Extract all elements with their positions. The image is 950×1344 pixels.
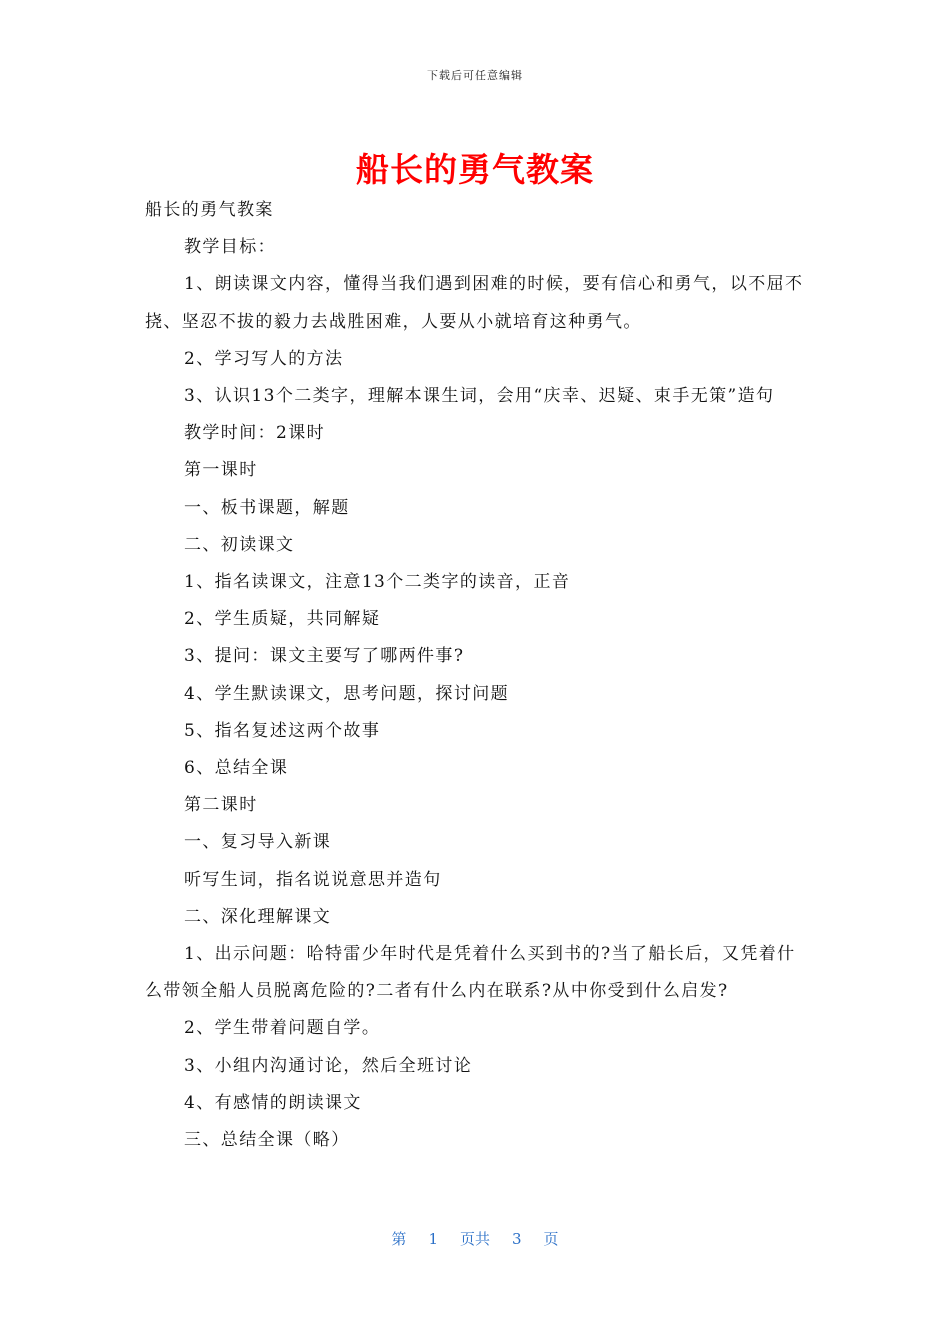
paragraph: 二、深化理解课文 [184,906,332,927]
paragraph: 2、学生带着问题自学。 [184,1018,381,1039]
page-current: 1 [428,1230,438,1248]
page-suffix: 页 [543,1230,559,1248]
paragraph: 三、总结全课（略） [184,1130,350,1151]
paragraph: 2、学习写人的方法 [184,348,344,369]
paragraph: 一、复习导入新课 [184,832,332,853]
paragraph: 5、指名复述这两个故事 [184,720,381,741]
paragraph: 教学时间：2课时 [184,423,326,444]
document-title: 船长的勇气教案 [356,150,594,189]
paragraph: 2、学生质疑，共同解疑 [184,609,381,630]
subtitle-line: 船长的勇气教案 [145,200,274,220]
paragraph: 4、学生默读课文，思考问题，探讨问题 [184,683,510,704]
paragraph: 3、小组内沟通讨论，然后全班讨论 [184,1055,473,1076]
page-middle: 页共 [459,1230,490,1248]
paragraph: 3、认识13个二类字，理解本课生词，会用“庆幸、迟疑、束手无策”造句 [184,386,775,407]
paragraph: 二、初读课文 [184,534,295,555]
paragraph: 第二课时 [184,795,258,816]
paragraph: 教学目标： [184,237,276,258]
paragraph: 一、板书课题，解题 [184,497,350,518]
header-note: 下载后可任意编辑 [427,69,523,82]
page-prefix: 第 [391,1230,407,1248]
paragraph: 1、朗读课文内容，懂得当我们遇到困难的时候，要有信心和勇气，以不屈不挠、坚忍不拔的毅力去战胜困难，人要从小就培育这种勇气。 [145,274,804,332]
paragraph: 第一课时 [184,460,258,481]
paragraph: 4、有感情的朗读课文 [184,1092,362,1113]
page-footer [0,1228,950,1249]
paragraph: 3、提问：课文主要写了哪两件事? [184,646,465,667]
paragraph: 听写生词，指名说说意思并造句 [184,869,442,890]
paragraph: 6、总结全课 [184,758,289,779]
document-body [145,192,807,1159]
page-total: 3 [512,1230,522,1248]
paragraph: 1、出示问题：哈特雷少年时代是凭着什么买到书的?当了船长后，又凭着什么带领全船人员脱离危险的?二者有什么内在联系?从中你受到什么启发? [145,944,796,1002]
paragraph: 1、指名读课文，注意13个二类字的读音，正音 [184,572,571,593]
